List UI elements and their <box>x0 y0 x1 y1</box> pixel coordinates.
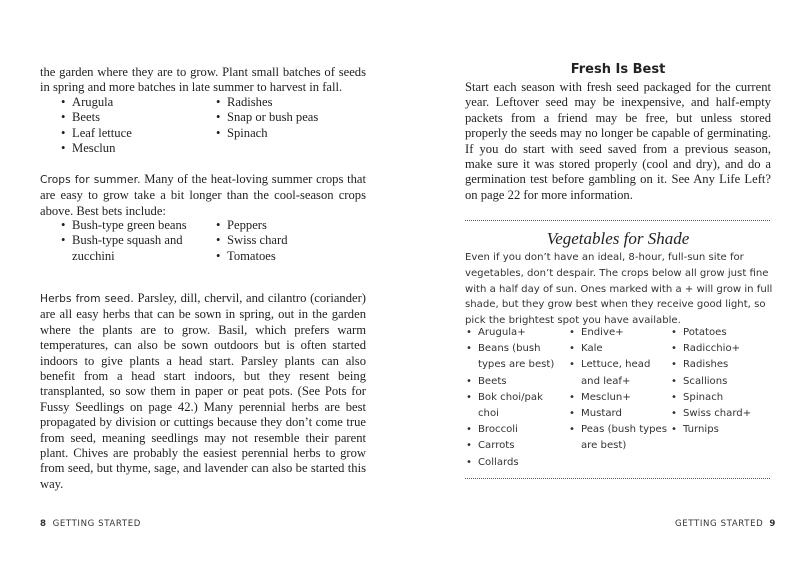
fresh-is-best-paragraph: Start each season with fresh seed packaged for the current year. Leftover seed may be inexpensive, and half-empty packets from a friend may be free, but unless stored properly the seeds may no longer be capable of germinating. If you do start with seed saved from a previous season, make sure it was stored properly (cool and dry), and do a germination test before gambling on it. See Any Life Left? on page 22 for more information. <box>465 80 771 202</box>
summer-crops-list-col2 <box>216 218 288 264</box>
list-item: • Kale <box>569 341 669 357</box>
list-item: • Lettuce, head and leaf+ <box>569 357 669 389</box>
list-item: • Radicchio+ <box>671 341 771 357</box>
herbs-text: Parsley, dill, chervil, and cilantro (coriander) are all easy herbs that can be sown in spring, out in the garden where the plants are to grow. Basil, which prefers warm temperatures, can also be sown outdoors but is often started indoors to give plants a head start. Parsley plants can also benefit from a head start indoors, but they resent being transplanted, so sow them in paper or peat pots. (See Pots for Fussy Seedlings on page 42.) Many perennial herbs are best propagated by division or cuttings because they don’t come true from seed, meaning seedlings may not resemble their parent plant. Chives are probably the easiest perennial herbs to grow from seed, but thyme, sage, and lavender can also be started this way. <box>40 291 367 491</box>
list-item: • Beets <box>61 110 132 125</box>
fresh-is-best-heading: Fresh Is Best <box>570 62 666 77</box>
running-footer: GETTING STARTED <box>52 519 141 529</box>
list-item: • Broccoli <box>466 422 566 438</box>
list-item: • Leaf lettuce <box>61 126 132 141</box>
list-item: • Mesclun+ <box>569 390 669 406</box>
list-item: • Endive+ <box>569 325 669 341</box>
shade-list-col2 <box>569 325 669 455</box>
list-item: • Bush-type green beans <box>61 218 211 233</box>
early-crops-list-col2 <box>216 95 318 141</box>
list-item: • Arugula <box>61 95 132 110</box>
list-item: • Turnips <box>671 422 771 438</box>
list-item: • Spinach <box>216 126 318 141</box>
list-item: • Mustard <box>569 406 669 422</box>
early-crops-list-col1 <box>61 95 132 157</box>
intro-paragraph: the garden where they are to grow. Plant small batches of seeds in spring and more batches in late summer to harvest in fall. <box>40 65 366 95</box>
list-item: • Radishes <box>216 95 318 110</box>
herbs-lead: Herbs from seed. <box>40 293 134 305</box>
list-item: • Scallions <box>671 374 771 390</box>
shade-list-col3 <box>671 325 771 438</box>
page-number: 9 <box>769 519 776 529</box>
list-item: • Mesclun <box>61 141 132 156</box>
left-footer <box>40 519 141 529</box>
list-item: • Potatoes <box>671 325 771 341</box>
summer-crops-list-col1 <box>61 218 211 264</box>
summer-crops-paragraph <box>40 172 366 219</box>
shade-intro-paragraph: Even if you don’t have an ideal, 8-hour, full-sun site for vegetables, don’t despair. The crops below all grow just fine with a half day of sun. Ones marked with a + will grow in full shade, but they grow best when they receive good light, so pick the brightest spot you have available. <box>465 252 773 327</box>
page-number: 8 <box>40 519 47 529</box>
vegetables-for-shade-title: Vegetables for Shade <box>546 229 690 248</box>
sidebar-top-divider <box>465 220 770 221</box>
shade-list-col1 <box>466 325 566 471</box>
list-item: • Beans (bush types are best) <box>466 341 566 373</box>
list-item: • Beets <box>466 374 566 390</box>
summer-crops-lead: Crops for summer. <box>40 174 141 186</box>
list-item: • Bush-type squash and zucchini <box>61 233 211 264</box>
list-item: • Collards <box>466 455 566 471</box>
summer-crops-text: Many of the heat-loving summer crops that are easy to grow take a bit longer than the cool-season crops above. Best bets include: <box>40 172 366 218</box>
list-item: • Tomatoes <box>216 249 288 264</box>
list-item: • Radishes <box>671 357 771 373</box>
herbs-paragraph <box>40 291 366 492</box>
list-item: • Carrots <box>466 438 566 454</box>
list-item: • Arugula+ <box>466 325 566 341</box>
right-footer <box>675 519 776 529</box>
list-item: • Swiss chard+ <box>671 406 771 422</box>
list-item: • Peppers <box>216 218 288 233</box>
list-item: • Spinach <box>671 390 771 406</box>
list-item: • Swiss chard <box>216 233 288 248</box>
list-item: • Peas (bush types are best) <box>569 422 669 454</box>
list-item: • Bok choi/pak choi <box>466 390 566 422</box>
sidebar-bottom-divider <box>465 478 770 479</box>
list-item: • Snap or bush peas <box>216 110 318 125</box>
running-footer: GETTING STARTED <box>675 519 764 529</box>
